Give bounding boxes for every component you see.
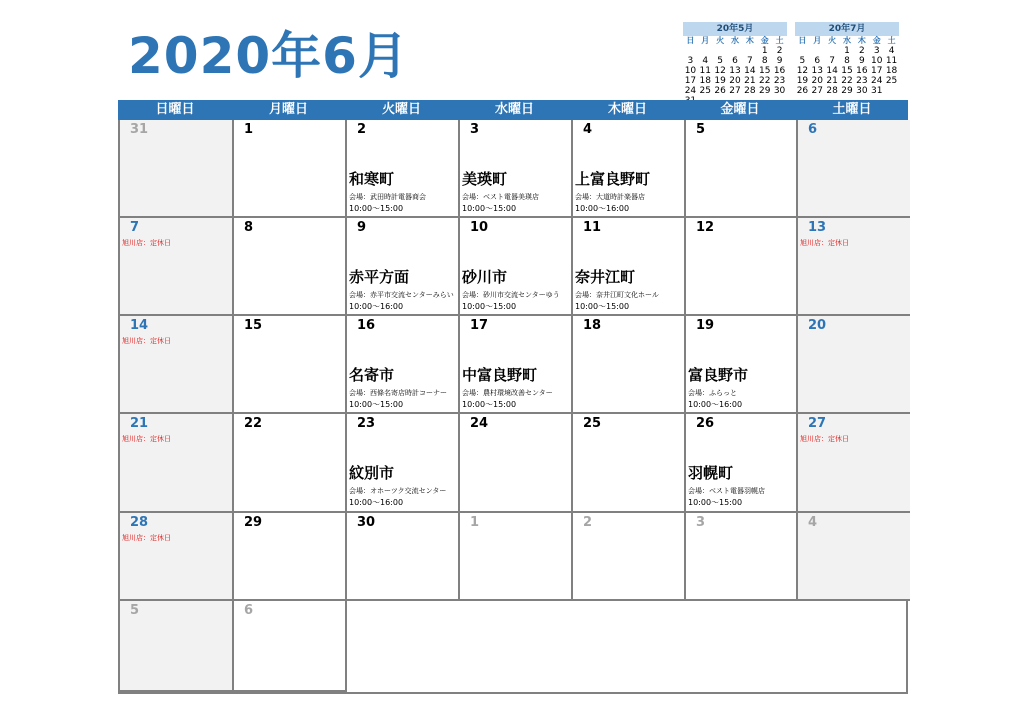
mini-day: 12 — [796, 66, 809, 76]
mini-day — [728, 46, 743, 56]
mini-day: 31 — [870, 86, 883, 96]
mini-day: 24 — [684, 86, 697, 96]
day-number: 9 — [357, 220, 367, 235]
day-number: 31 — [130, 122, 149, 137]
day-cell — [460, 316, 573, 414]
mini-day: 9 — [858, 56, 865, 66]
day-number: 14 — [130, 318, 149, 333]
mini-weekday: 土 — [887, 36, 896, 45]
mini-day: 11 — [885, 56, 898, 66]
day-number: 7 — [130, 220, 140, 235]
mini-day: 25 — [699, 86, 711, 96]
day-number: 29 — [244, 515, 263, 530]
mini-day: 22 — [841, 76, 853, 86]
mini-day — [795, 46, 810, 56]
event-hours: 10:00～16:00 — [349, 302, 404, 311]
mini-weekday: 日 — [798, 36, 807, 45]
mini-day: 7 — [746, 56, 753, 66]
mini-calendar-grid — [795, 36, 899, 96]
mini-day: 28 — [744, 86, 756, 96]
event-town: 羽幌町 — [688, 464, 734, 482]
event — [349, 169, 426, 215]
day-cell — [234, 316, 347, 414]
day-cell — [347, 513, 460, 601]
mini-weekday: 木 — [745, 36, 754, 45]
mini-day: 17 — [870, 66, 883, 76]
day-number: 6 — [808, 122, 818, 137]
day-cell — [573, 414, 686, 513]
mini-day: 15 — [841, 66, 853, 76]
day-number: 30 — [357, 515, 376, 530]
day-number: 21 — [130, 416, 149, 431]
closed-note: 旭川店：定休日 — [122, 534, 171, 542]
mini-day: 18 — [885, 66, 898, 76]
event-venue: 会場：オホーツク交流センター — [349, 487, 447, 495]
mini-day: 25 — [885, 76, 898, 86]
day-cell — [573, 513, 686, 601]
day-number: 10 — [470, 220, 489, 235]
event-hours: 10:00～15:00 — [688, 498, 743, 507]
day-number: 13 — [808, 220, 827, 235]
event-hours: 10:00～15:00 — [575, 302, 630, 311]
event-hours: 10:00～16:00 — [575, 204, 630, 213]
day-cell — [686, 414, 798, 513]
event-venue: 会場：大道時計楽器店 — [575, 193, 645, 201]
day-cell — [798, 316, 910, 414]
mini-day: 23 — [856, 76, 868, 86]
calendar-body — [118, 120, 908, 694]
mini-day — [825, 46, 840, 56]
event-venue: 会場：ベスト電器美瑛店 — [462, 193, 539, 201]
weekday-wed: 水曜日 — [494, 102, 534, 117]
mini-day: 11 — [699, 66, 711, 76]
day-number: 4 — [583, 122, 593, 137]
mini-day: 6 — [732, 56, 738, 66]
event-venue: 会場：農村環境改善センター — [462, 389, 553, 397]
day-number: 20 — [808, 318, 827, 333]
closed-note: 旭川店：定休日 — [800, 239, 849, 247]
day-number: 4 — [808, 515, 818, 530]
mini-day: 5 — [717, 56, 723, 66]
mini-day: 9 — [776, 56, 783, 66]
mini-day — [742, 46, 757, 56]
mini-day — [884, 86, 899, 96]
mini-day: 10 — [870, 56, 883, 66]
event-town: 富良野市 — [688, 366, 749, 384]
mini-day — [713, 46, 728, 56]
mini-day: 21 — [744, 76, 756, 86]
mini-calendar-label: 20年5月 — [683, 22, 787, 36]
mini-day: 26 — [714, 86, 726, 96]
mini-day — [683, 46, 698, 56]
mini-day: 14 — [744, 66, 756, 76]
day-number: 18 — [583, 318, 602, 333]
event — [462, 169, 539, 215]
mini-calendar-grid — [683, 36, 787, 106]
day-cell — [798, 120, 910, 218]
event-town: 紋別市 — [349, 464, 395, 482]
day-number: 8 — [244, 220, 254, 235]
mini-weekday: 日 — [686, 36, 695, 45]
event-hours: 10:00～15:00 — [349, 204, 404, 213]
day-cell — [347, 120, 460, 218]
event-hours: 10:00～15:00 — [462, 302, 517, 311]
mini-weekday: 月 — [813, 36, 822, 45]
mini-weekday: 火 — [828, 36, 837, 45]
mini-day: 22 — [758, 76, 771, 86]
day-number: 25 — [583, 416, 602, 431]
mini-day: 13 — [811, 66, 823, 76]
mini-day: 4 — [888, 46, 895, 56]
event — [688, 365, 748, 411]
mini-calendar-next — [795, 22, 899, 96]
mini-day: 16 — [773, 66, 786, 76]
mini-day: 5 — [799, 56, 806, 66]
mini-day: 27 — [729, 86, 741, 96]
mini-day: 28 — [826, 86, 838, 96]
mini-day: 1 — [844, 46, 850, 56]
weekday-mon: 月曜日 — [268, 102, 308, 117]
day-number: 27 — [808, 416, 827, 431]
day-number: 16 — [357, 318, 376, 333]
day-cell — [234, 601, 347, 692]
day-cell — [798, 218, 910, 316]
event-venue: 会場：西條名寄店時計コーナー — [349, 389, 447, 397]
event — [349, 463, 446, 509]
mini-weekday: 水 — [730, 36, 739, 45]
day-cell — [120, 414, 234, 513]
mini-day: 14 — [826, 66, 838, 76]
event — [462, 365, 553, 411]
mini-day: 19 — [714, 76, 726, 86]
mini-calendar-label: 20年7月 — [795, 22, 899, 36]
day-number: 12 — [696, 220, 715, 235]
day-cell — [686, 316, 798, 414]
mini-day: 3 — [687, 56, 694, 66]
event-town: 赤平方面 — [349, 268, 410, 286]
mini-day: 17 — [684, 76, 697, 86]
mini-weekday: 火 — [716, 36, 725, 45]
day-number: 2 — [583, 515, 593, 530]
weekday-sun: 日曜日 — [155, 102, 195, 117]
day-cell — [120, 601, 234, 692]
mini-day: 3 — [873, 46, 880, 56]
event — [575, 169, 650, 215]
event-venue: 会場：武田時計電器商会 — [349, 193, 426, 201]
day-number: 24 — [470, 416, 489, 431]
month-title: 2020年6月 — [128, 27, 409, 85]
day-cell — [573, 120, 686, 218]
mini-day: 29 — [841, 86, 853, 96]
closed-note: 旭川店：定休日 — [800, 435, 849, 443]
mini-day: 20 — [811, 76, 823, 86]
mini-day: 21 — [826, 76, 838, 86]
mini-day: 20 — [729, 76, 741, 86]
day-number: 5 — [130, 603, 140, 618]
day-cell — [120, 513, 234, 601]
closed-note: 旭川店：定休日 — [122, 239, 171, 247]
mini-day: 24 — [870, 76, 883, 86]
closed-note: 旭川店：定休日 — [122, 337, 171, 345]
day-cell — [234, 120, 347, 218]
event-town: 和寒町 — [349, 170, 395, 188]
mini-day: 1 — [761, 46, 768, 56]
event-town: 上富良野町 — [575, 170, 651, 188]
day-number: 19 — [696, 318, 715, 333]
event — [688, 463, 765, 509]
day-number: 1 — [244, 122, 254, 137]
event-venue: 会場：砂川市交流センターゆう — [462, 291, 560, 299]
day-number: 6 — [244, 603, 254, 618]
mini-day: 27 — [811, 86, 823, 96]
event — [349, 365, 447, 411]
mini-day: 30 — [773, 86, 786, 96]
day-cell — [120, 316, 234, 414]
day-cell — [234, 513, 347, 601]
mini-day: 18 — [699, 76, 711, 86]
weekday-thu: 木曜日 — [607, 102, 647, 117]
day-cell — [234, 414, 347, 513]
mini-weekday: 水 — [842, 36, 851, 45]
day-number: 23 — [357, 416, 376, 431]
event — [462, 267, 560, 313]
mini-weekday: 土 — [775, 36, 784, 45]
mini-weekday: 金 — [872, 36, 881, 45]
day-cell — [347, 414, 460, 513]
event-hours: 10:00～15:00 — [462, 204, 517, 213]
mini-weekday: 木 — [857, 36, 866, 45]
day-number: 22 — [244, 416, 263, 431]
event-town: 砂川市 — [462, 268, 508, 286]
event-hours: 10:00～15:00 — [462, 400, 517, 409]
closed-note: 旭川店：定休日 — [122, 435, 171, 443]
day-number: 28 — [130, 515, 149, 530]
day-cell — [234, 218, 347, 316]
event-venue: 会場：ベスト電器羽幌店 — [688, 487, 765, 495]
event-hours: 10:00～15:00 — [349, 400, 404, 409]
event-hours: 10:00～16:00 — [349, 498, 404, 507]
day-cell — [347, 218, 460, 316]
event — [349, 267, 454, 313]
mini-day: 7 — [829, 56, 835, 66]
mini-day: 29 — [758, 86, 771, 96]
day-cell — [798, 513, 910, 601]
mini-day: 2 — [858, 46, 865, 56]
weekday-header — [118, 100, 908, 120]
day-number: 1 — [470, 515, 480, 530]
mini-day: 26 — [796, 86, 809, 96]
mini-weekday: 月 — [701, 36, 710, 45]
calendar — [118, 100, 908, 694]
mini-weekday: 金 — [760, 36, 769, 45]
mini-calendar-previous — [683, 22, 787, 106]
day-cell — [798, 414, 910, 513]
day-number: 15 — [244, 318, 263, 333]
day-cell — [460, 120, 573, 218]
day-cell — [460, 218, 573, 316]
day-number: 3 — [470, 122, 480, 137]
mini-day — [810, 46, 825, 56]
event-venue: 会場：奈井江町文化ホール — [575, 291, 659, 299]
day-number: 3 — [696, 515, 706, 530]
day-cell — [573, 316, 686, 414]
weekday-fri: 金曜日 — [720, 102, 760, 117]
day-cell — [460, 513, 573, 601]
day-number: 11 — [583, 220, 602, 235]
mini-day: 19 — [796, 76, 809, 86]
weekday-sat: 土曜日 — [832, 102, 872, 117]
mini-day: 30 — [856, 86, 868, 96]
day-cell — [120, 218, 234, 316]
day-cell — [347, 316, 460, 414]
event-town: 中富良野町 — [462, 366, 538, 384]
day-cell — [120, 120, 234, 218]
day-cell — [460, 414, 573, 513]
event-venue: 会場：赤平市交流センターみらい — [349, 291, 454, 299]
day-number: 26 — [696, 416, 715, 431]
event — [575, 267, 659, 313]
mini-day: 16 — [856, 66, 868, 76]
mini-day: 4 — [702, 56, 709, 66]
mini-day: 15 — [758, 66, 771, 76]
mini-day: 8 — [761, 56, 768, 66]
day-number: 5 — [696, 122, 706, 137]
mini-day: 13 — [729, 66, 741, 76]
event-town: 名寄市 — [349, 366, 395, 384]
mini-day: 10 — [684, 66, 697, 76]
event-hours: 10:00～16:00 — [688, 400, 743, 409]
day-number: 17 — [470, 318, 489, 333]
mini-day: 8 — [844, 56, 850, 66]
day-number: 2 — [357, 122, 367, 137]
event-town: 奈井江町 — [575, 268, 636, 286]
day-cell — [686, 120, 798, 218]
mini-day: 23 — [773, 76, 786, 86]
weekday-tue: 火曜日 — [381, 102, 421, 117]
day-cell — [573, 218, 686, 316]
event-venue: 会場：ふらっと — [688, 389, 737, 397]
mini-day: 12 — [714, 66, 726, 76]
day-cell — [686, 218, 798, 316]
mini-day: 2 — [776, 46, 783, 56]
day-cell — [686, 513, 798, 601]
mini-day — [698, 46, 713, 56]
mini-day: 6 — [814, 56, 821, 66]
event-town: 美瑛町 — [462, 170, 508, 188]
